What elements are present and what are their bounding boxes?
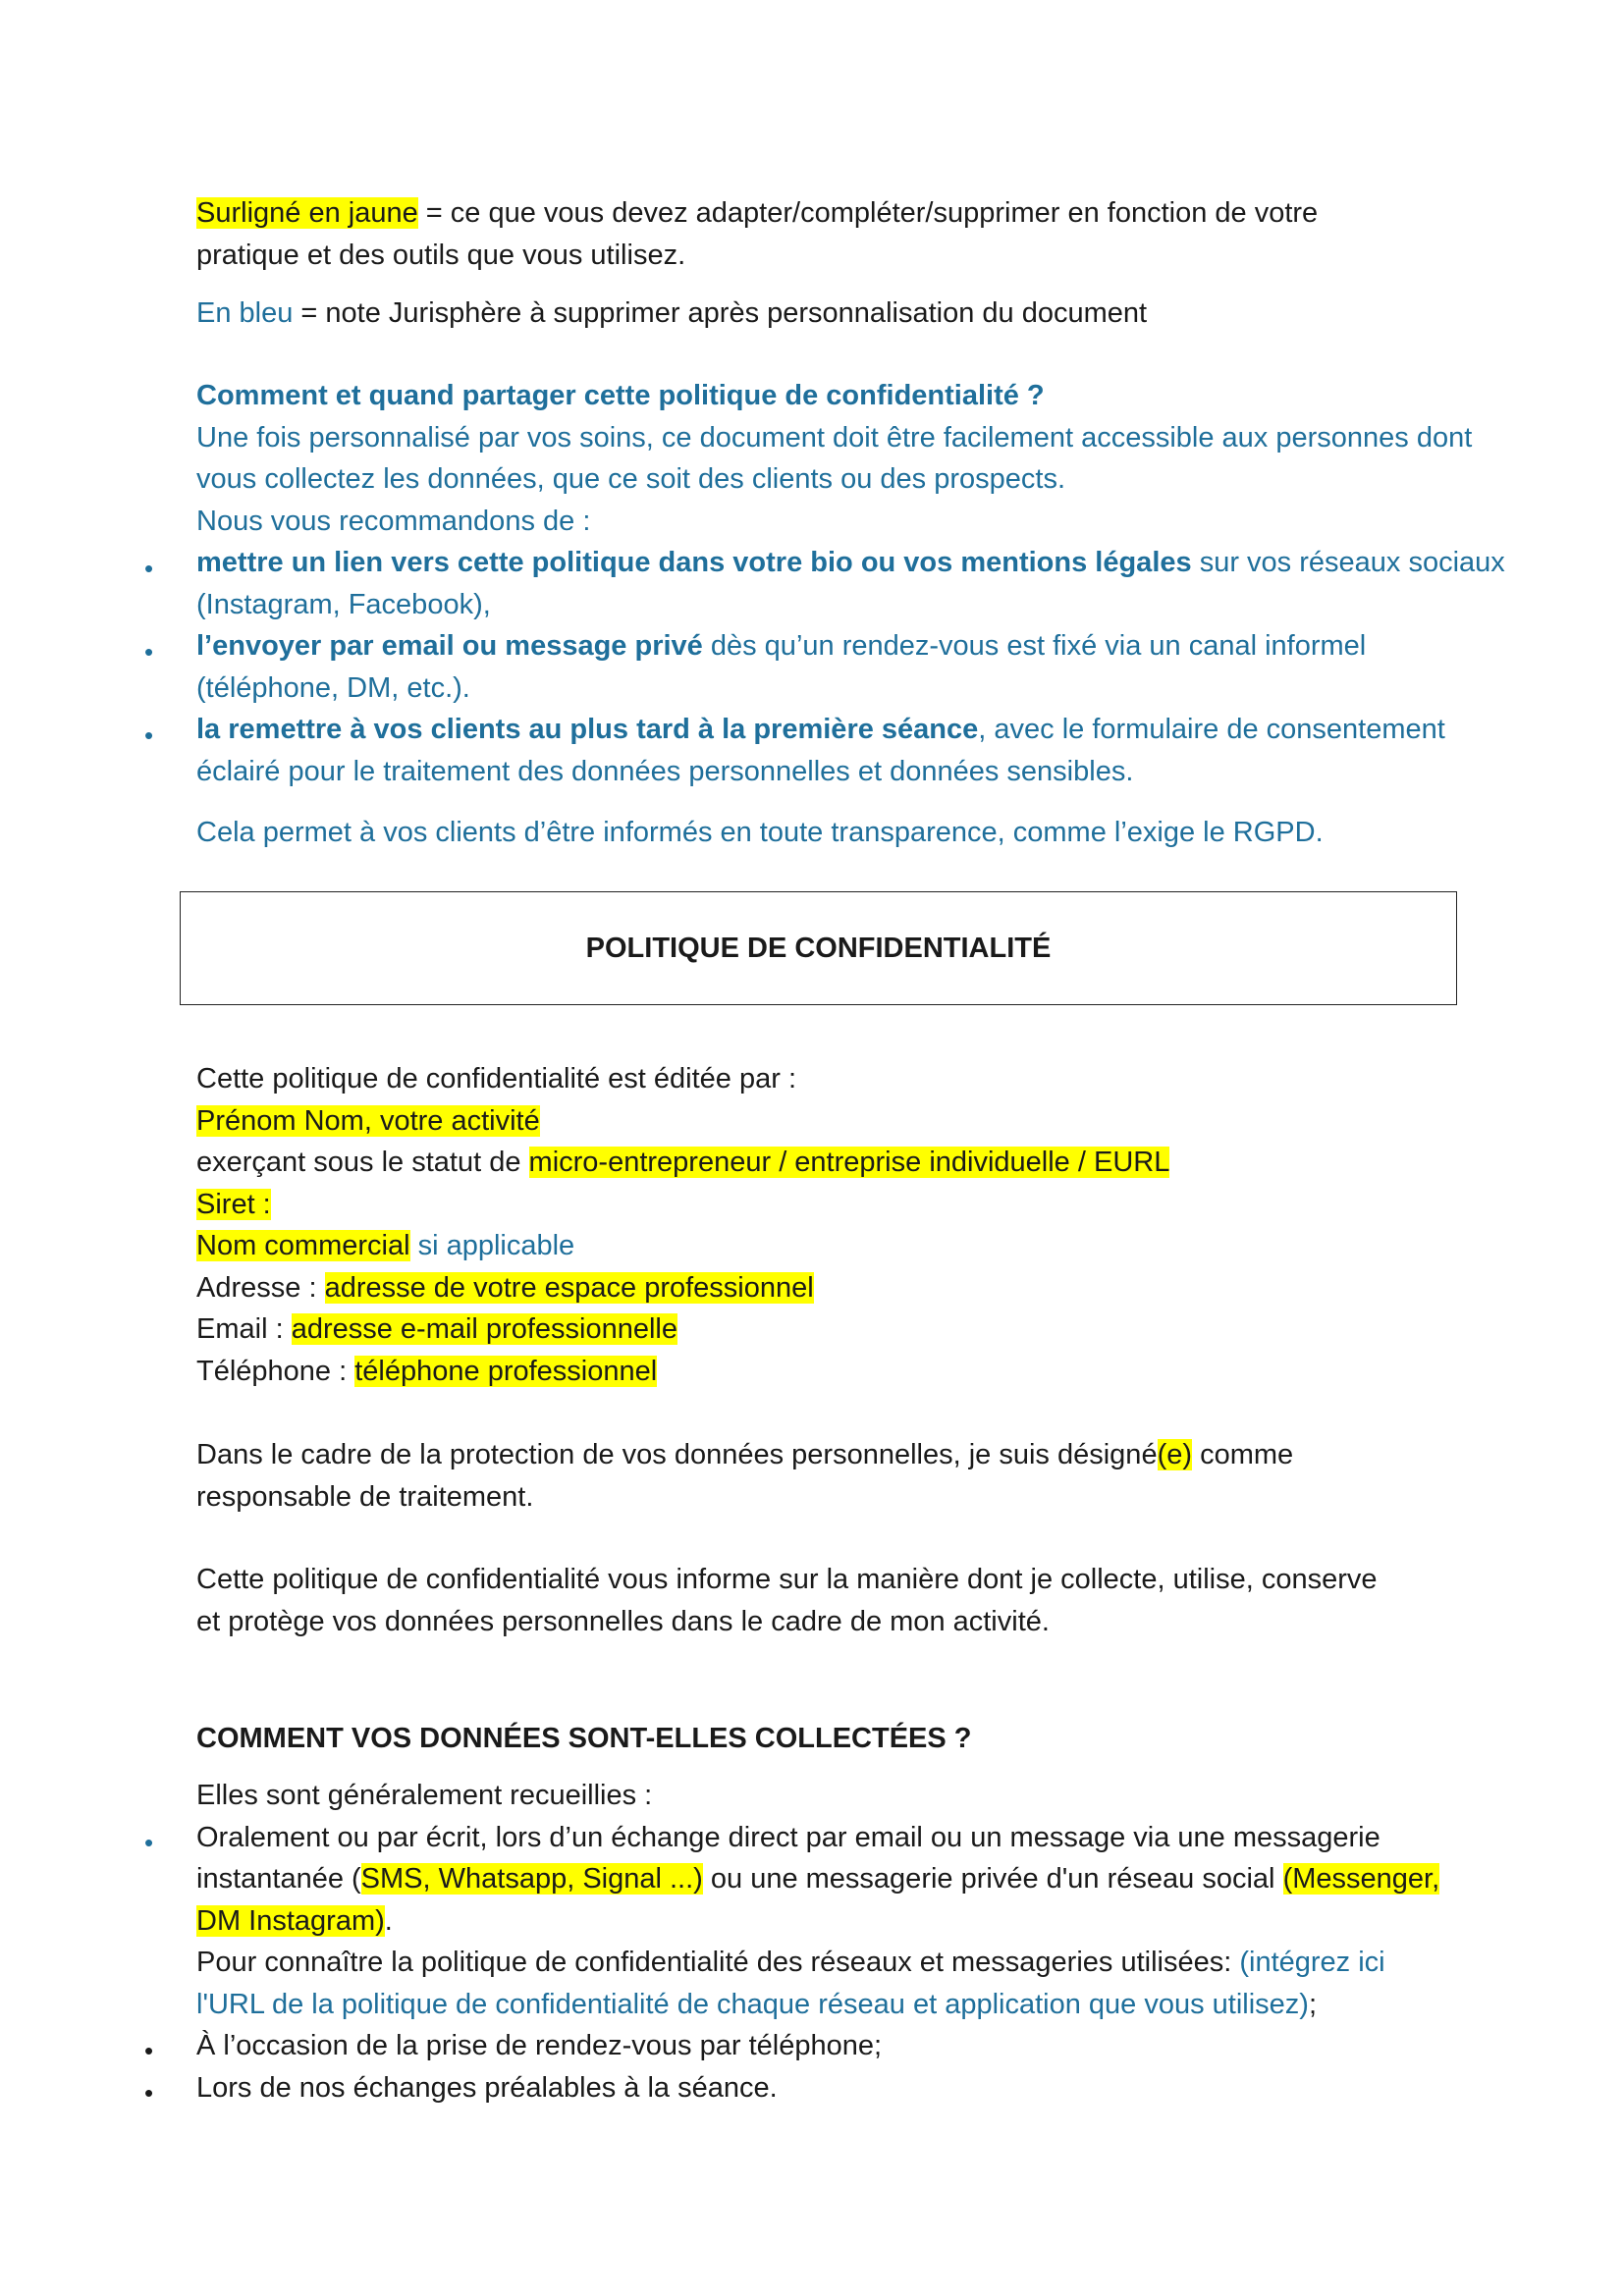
note-bullet-2-line2: (téléphone, DM, etc.). [196,671,470,704]
collection-b1-line4: Pour connaître la politique de confidentialité des réseaux et messageries utilisées: (intégrez ici [196,1947,1385,1978]
note-p2: Nous vous recommandons de : [196,505,591,537]
document-title: POLITIQUE DE CONFIDENTIALITÉ [585,932,1052,964]
document-title-box [180,891,1457,1005]
collection-b1-line2: instantanée (SMS, Whatsapp, Signal ...) ou une messagerie privée d'un réseau social (Messenger, [196,1863,1440,1895]
bullet-dot: • [144,721,154,750]
note-block [196,375,1532,792]
collection-block [196,1775,1532,2109]
responsible-paragraph: Dans le cadre de la protection de vos données personnelles, je suis désigné(e) comme responsable de traitement. [196,1439,1294,1513]
editor-name: Prénom Nom, votre activité [196,1104,540,1137]
email-value: adresse e-mail professionnelle [291,1313,677,1345]
collection-b2: À l’occasion de la prise de rendez-vous par téléphone; [196,2030,883,2061]
purpose-paragraph: Cette politique de confidentialité vous informe sur la manière dont je collecte, utilise, conserve et protège vos données personnelles dans le cadre de mon activité. [196,1564,1378,1637]
note-p1-line2: vous collectez les données, que ce soit des clients ou des prospects. [196,463,1066,495]
siret-label: Siret : [196,1188,271,1220]
note-bullet-3: la remettre à vos clients au plus tard à la première séance, avec le formulaire de consentement [196,714,1445,745]
address-value: adresse de votre espace professionnel [324,1271,814,1304]
collection-b1-line5: l'URL de la politique de confidentialité de chaque réseau et application que vous utilisez); [196,1988,1318,2020]
note-bullet-1: mettre un lien vers cette politique dans votre bio ou vos mentions légales sur vos réseaux sociaux [196,547,1505,578]
yellow-rest-2: pratique et des outils que vous utilisez. [196,239,686,271]
yellow-label: Surligné en jaune [196,197,418,229]
collection-b1-line1: Oralement ou par écrit, lors d’un échange direct par email ou un message via une messagerie [196,1821,1380,1853]
bullet-dot: • [144,554,154,583]
note-bullet-3-line2: éclairé pour le traitement des données personnelles et données sensibles. [196,755,1134,787]
collection-heading: COMMENT VOS DONNÉES SONT-ELLES COLLECTÉES ? [196,1723,972,1754]
phone-value: téléphone professionnel [354,1355,658,1387]
commercial-note: si applicable [409,1230,575,1261]
collection-intro: Elles sont généralement recueillies : [196,1780,653,1811]
collection-b1-line3: DM Instagram). [196,1904,393,1937]
legend-yellow [196,192,1532,276]
commercial-name: Nom commercial [196,1230,410,1261]
bullet-dot: • [144,2078,154,2108]
phone-label: Téléphone : [196,1355,355,1387]
blue-rest: = note Jurisphère à supprimer après personnalisation du document [293,297,1148,329]
note-p1-line1: Une fois personnalisé par vos soins, ce document doit être facilement accessible aux personnes dont [196,421,1473,454]
bullet-dot: • [144,2036,154,2065]
yellow-rest: = ce que vous devez adapter/compléter/supprimer en fonction de votre [417,197,1319,229]
blue-label: En bleu [196,297,294,329]
address-label: Adresse : [196,1271,325,1304]
editor-block [196,1058,1532,1392]
email-label: Email : [196,1313,292,1345]
editor-intro: Cette politique de confidentialité est éditée par : [196,1063,797,1095]
bullet-dot: • [144,1828,154,1857]
status-label: exerçant sous le statut de [196,1147,529,1178]
note-bullet-2: l’envoyer par email ou message privé dès qu’un rendez-vous est fixé via un canal informel [196,630,1367,662]
status-value: micro-entrepreneur / entreprise individuelle / EURL [528,1147,1170,1178]
note-heading: Comment et quand partager cette politique de confidentialité ? [196,380,1045,411]
legend-blue [196,293,1532,335]
gender-marker: (e) [1157,1439,1193,1470]
bullet-dot: • [144,637,154,667]
collection-b3: Lors de nos échanges préalables à la séance. [196,2071,778,2104]
note-closing: Cela permet à vos clients d’être informés en toute transparence, comme l’exige le RGPD. [196,817,1324,848]
note-bullet-1-line2: (Instagram, Facebook), [196,588,491,620]
